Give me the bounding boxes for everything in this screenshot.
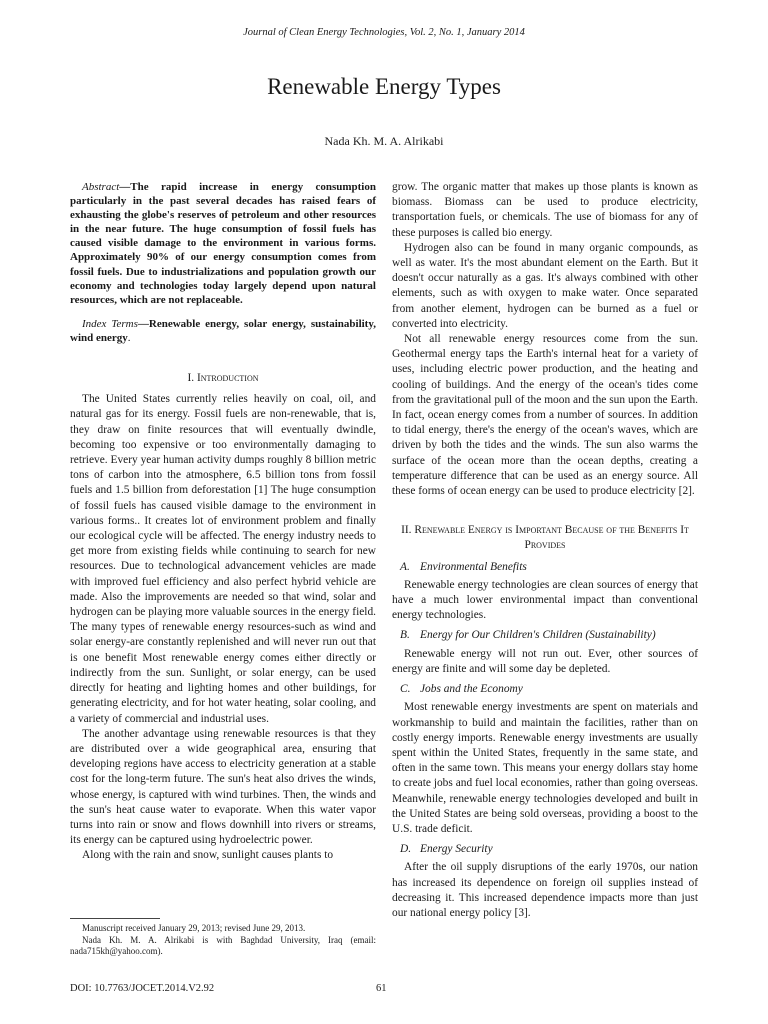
right-column [392, 180, 698, 921]
abstract [70, 180, 376, 307]
subsection-heading-c: C. Jobs and the Economy [400, 683, 523, 696]
right-paragraph-3: Not all renewable energy resources come from the sun. Geothermal energy taps the Earth's internal heat for a variety of uses, including electric power production, and the heating and cooling of buildings. And the energy of the ocean's tides come from the gravitational pull of the moon and the sun upon the Earth. In fact, ocean energy comes from a number of sources. In addition to tidal energy, there's the energy of the ocean's waves, which are driven by both the tides and the winds. The sun also warms the surface of the ocean more than the ocean depths, creating a temperature difference that can be used as an energy source. All these forms of ocean energy can be used to produce electricity [2]. [392, 333, 698, 498]
footnotes [70, 923, 376, 958]
footnote-divider [70, 918, 160, 919]
subsection-b-text: Renewable energy will not run out. Ever, other sources of energy are finite and will some day be depleted. [392, 647, 698, 675]
journal-header: Journal of Clean Energy Technologies, Vol. 2, No. 1, January 2014 [243, 27, 525, 38]
footnote-manuscript: Manuscript received January 29, 2013; revised June 29, 2013. [82, 923, 306, 933]
section-heading-benefits: II. Renewable Energy is Important Because of the Benefits It Provides [401, 524, 689, 552]
index-terms-text: —Renewable energy, solar energy, sustainability, wind energy [70, 317, 376, 344]
doi-footer: DOI: 10.7763/JOCET.2014.V2.92 [70, 983, 215, 994]
abstract-text: —The rapid increase in energy consumption particularly in the past several decades has raised fears of exhausting the globe's reserves of petroleum and other resources in the near future. The huge consumption of fossil fuels has caused visible damage to the environment in various forms. Approximately 90% of our energy consumption comes from fossil fuels. Due to industrializations and population growth our economy and technologies today largely depend upon natural resources, which are not replaceable. [70, 181, 376, 306]
subsection-d-text: After the oil supply disruptions of the early 1970s, our nation has increased its dependence on foreign oil supplies instead of decreasing it. This increased dependence impacts more than just our national energy policy [3]. [392, 861, 698, 919]
left-column [70, 180, 376, 864]
subsection-c-text: Most renewable energy investments are spent on materials and workmanship to build and maintain the facilities, rather than on costly energy imports. Renewable energy investments are usually spent within the United States, frequently in the same state, and often in the same town. This means your energy dollars stay home to create jobs and fuel local economies, rather than going overseas. Meanwhile, renewable energy technologies developed and built in the United States are being sold overseas, providing a boost to the U.S. trade deficit. [392, 701, 698, 835]
intro-paragraph-2: The another advantage using renewable resources is that they are distributed over a wide geographical area, ensuring that developing regions have access to electricity generation at a stable cost for the long-term future. The sun's heat also drives the winds, whose energy, is captured with wind turbines. Then, the winds and the sun's heat cause water to evaporate. When this water vapor turns into rain or snow and flows downhill into rivers or streams, its energy can be captured using hydroelectric power. [70, 727, 376, 847]
section-heading-introduction: I. Introduction [187, 372, 259, 385]
subsection-heading-a: A. Environmental Benefits [400, 560, 527, 573]
author-name: Nada Kh. M. A. Alrikabi [324, 134, 444, 148]
index-terms-lead: Index Terms [82, 317, 138, 330]
intro-paragraph-1: The United States currently relies heavily on coal, oil, and natural gas for its energy. Fossil fuels are non-renewable, that is, they draw on finite resources that will eventually dwindle, becoming too expensive or too environmentally damaging to retrieve. Every year human activity dumps roughly 8 billion metric tons of carbon into the atmosphere, 6.5 billion tons from fossil fuels and 1.5 billion from deforestation [1] The huge consumption of fossil fuels has caused visible damage to the environment in various forms.. It creates lot of environment problem and finally our ecological cycle will be affected. The energy industry needs to get more from existing fields while continuing to search for new resources. Due to technological advancement vehicles are made with improved fuel efficiency and also perfect hybrid vehicle are made. Also the improvements are needed so that wind, solar and hydrogen can be playing more valuable sources in the energy field. The many types of renewable energy resources-such as wind and solar energy-are constantly replenished and will never run out that is one benefit Most renewable energy comes either directly or indirectly from the sun. Sunlight, or solar energy, can be used directly for heating and lighting homes and other buildings, for generating electricity, and for hot water heating, solar cooling, and a variety of commercial and industrial uses. [70, 393, 376, 725]
abstract-lead: Abstract [82, 181, 120, 193]
index-terms-end: . [127, 331, 131, 344]
subsection-heading-d: D. Energy Security [400, 843, 493, 856]
subsection-heading-b: B. Energy for Our Children's Children (Sustainability) [400, 629, 656, 642]
right-paragraph-1: grow. The organic matter that makes up those plants is known as biomass. Biomass can be used to produce electricity, transportation fuels, or chemicals. The use of biomass for any of these purposes is called bio energy. [392, 181, 698, 239]
page-number: 61 [376, 983, 387, 994]
subsection-a-text: Renewable energy technologies are clean sources of energy that have a much lower environmental impact than conventional energy technologies. [392, 578, 698, 622]
footnote-affiliation: Nada Kh. M. A. Alrikabi is with Baghdad University, Iraq (email: nada715kh@yahoo.com). [70, 934, 376, 956]
right-paragraph-2: Hydrogen also can be found in many organic compounds, as well as water. It's the most abundant element on the Earth. But it doesn't occur naturally as a gas. It's always combined with other elements, such as with oxygen to make water. Once separated from another element, hydrogen can be burned as a fuel or converted into electricity. [392, 241, 698, 330]
intro-paragraph-3: Along with the rain and snow, sunlight causes plants to [82, 849, 334, 862]
paper-title: Renewable Energy Types [267, 74, 501, 99]
index-terms [70, 317, 376, 345]
